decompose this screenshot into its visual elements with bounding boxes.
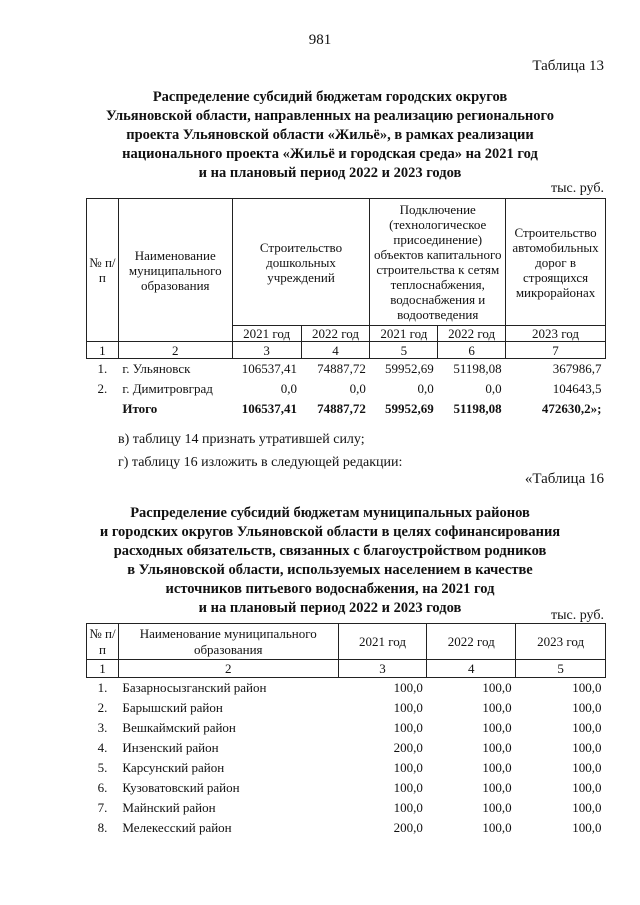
table-16-units: тыс. руб. — [551, 608, 604, 623]
header-year: 2023 год — [516, 624, 606, 660]
table-13-units: тыс. руб. — [551, 181, 604, 196]
row-value: 100,0 — [393, 779, 423, 795]
row-value: 0,0 — [280, 381, 298, 396]
paragraph-v: в) таблицу 14 признать утратившей силу; — [118, 432, 365, 447]
header-utilities: Подключение (технологическое присоединение) объектов капитального строительства к сетям теплоснабжения, водоснабжения и водоотведения — [370, 199, 506, 326]
row-name: Майнский район — [122, 799, 216, 815]
table-13-label: Таблица 13 — [532, 58, 604, 74]
row-value: 100,0 — [482, 799, 512, 815]
row-name: г. Димитровград — [122, 381, 213, 396]
row-name: Инзенский район — [122, 739, 219, 755]
row-value: 59952,69 — [385, 361, 434, 377]
header-roads: Строительство автомобильных дорог в строящихся микрорайонах — [506, 199, 606, 326]
table-13 — [86, 198, 606, 419]
table-row — [87, 379, 606, 399]
row-value: 100,0 — [393, 719, 423, 735]
title-line: Распределение субсидий бюджетам городских округов — [152, 89, 508, 105]
row-value: 0,0 — [349, 381, 366, 396]
row-value: 100,0 — [572, 699, 602, 715]
row-name: Мелекесский район — [122, 819, 232, 835]
col-number: 6 — [438, 342, 506, 359]
row-value: 100,0 — [572, 799, 602, 815]
total-row — [87, 399, 606, 419]
title-line: Распределение субсидий бюджетам муниципальных районов — [130, 505, 530, 521]
table-row — [87, 818, 606, 838]
row-value: 200,0 — [393, 819, 423, 835]
col-number: 1 — [87, 660, 119, 678]
title-line: и городских округов Ульяновской области в целях софинансирования — [99, 524, 561, 540]
row-name: Вешкаймский район — [122, 719, 236, 735]
table-row — [87, 778, 606, 798]
row-num: 3. — [97, 719, 108, 735]
header-name: Наименование муниципального образования — [118, 199, 232, 342]
row-value: 100,0 — [572, 819, 602, 835]
row-value: 51198,08 — [453, 361, 502, 377]
total-value: 51198,08 — [453, 401, 502, 416]
row-value: 100,0 — [482, 739, 512, 755]
header-year: 2023 год — [506, 326, 606, 342]
title-line: проекта Ульяновской области «Жильё», в рамках реализации — [126, 127, 534, 143]
total-value: 472630,2»; — [541, 401, 602, 416]
row-num: 8. — [97, 819, 108, 835]
col-number: 5 — [370, 342, 438, 359]
row-value: 100,0 — [393, 799, 423, 815]
page-number: 981 — [308, 32, 332, 48]
row-num: 4. — [97, 739, 108, 755]
row-num: 1. — [97, 679, 108, 695]
title-line: и на плановый период 2022 и 2023 годов — [198, 600, 462, 616]
total-value: 74887,72 — [317, 401, 366, 416]
col-number: 2 — [118, 342, 232, 359]
row-value: 74887,72 — [317, 361, 366, 377]
paragraph-g: г) таблицу 16 изложить в следующей редакции: — [118, 455, 403, 470]
total-name: Итого — [122, 401, 158, 416]
col-number: 7 — [506, 342, 606, 359]
table-16 — [86, 623, 606, 838]
header-year: 2021 год — [232, 326, 301, 342]
title-line: источников питьевого водоснабжения, на 2021 год — [165, 581, 495, 597]
col-number: 1 — [87, 342, 119, 359]
row-value: 100,0 — [482, 759, 512, 775]
table-row — [87, 738, 606, 758]
row-value: 200,0 — [393, 739, 423, 755]
header-num: № п/п — [87, 624, 119, 660]
table-row — [87, 678, 606, 698]
row-value: 0,0 — [485, 381, 502, 396]
table-row — [87, 758, 606, 778]
row-value: 100,0 — [482, 719, 512, 735]
title-line: расходных обязательств, связанных с благоустройством родников — [113, 543, 547, 559]
row-num: 7. — [97, 799, 108, 815]
row-name: Карсунский район — [122, 759, 225, 775]
row-value: 100,0 — [482, 779, 512, 795]
row-value: 100,0 — [482, 819, 512, 835]
row-name: Кузоватовский район — [122, 779, 240, 795]
header-row — [87, 199, 606, 326]
header-year: 2022 год — [301, 326, 370, 342]
row-value: 100,0 — [393, 759, 423, 775]
title-line: в Ульяновской области, используемых населением в качестве — [127, 562, 533, 578]
title-line: и на плановый период 2022 и 2023 годов — [198, 165, 462, 181]
column-numbers-row — [87, 342, 606, 359]
table-13-title — [60, 88, 600, 183]
header-year: 2022 год — [438, 326, 506, 342]
header-num: № п/п — [87, 199, 119, 342]
total-value: 106537,41 — [241, 401, 298, 416]
row-num: 5. — [97, 759, 108, 775]
row-value: 100,0 — [482, 679, 512, 695]
col-number: 5 — [516, 660, 606, 678]
row-name: Базарносызганский район — [122, 679, 267, 695]
row-value: 100,0 — [482, 699, 512, 715]
header-year: 2022 год — [427, 624, 516, 660]
table-row — [87, 718, 606, 738]
row-num: 2. — [97, 381, 108, 396]
row-num: 6. — [97, 779, 108, 795]
header-kindergartens: Строительство дошкольных учреждений — [232, 199, 370, 326]
row-value: 100,0 — [572, 679, 602, 695]
table-16-title — [60, 504, 600, 618]
row-value: 104643,5 — [552, 381, 602, 396]
title-line: национального проекта «Жильё и городская среда» на 2021 год — [122, 146, 538, 162]
row-name: Барышский район — [122, 699, 223, 715]
row-value: 100,0 — [572, 719, 602, 735]
row-value: 106537,41 — [241, 361, 298, 377]
column-numbers-row — [87, 660, 606, 678]
header-name: Наименование муниципального образования — [118, 624, 338, 660]
total-value: 59952,69 — [385, 401, 434, 416]
row-value: 100,0 — [572, 739, 602, 755]
row-value: 0,0 — [417, 381, 434, 396]
total-num — [87, 399, 119, 419]
row-num: 2. — [97, 699, 108, 715]
table-row — [87, 698, 606, 718]
row-name: г. Ульяновск — [122, 361, 191, 377]
row-value: 367986,7 — [552, 361, 602, 377]
table-16-label: «Таблица 16 — [524, 471, 604, 487]
col-number: 3 — [338, 660, 427, 678]
title-line: Ульяновской области, направленных на реализацию регионального — [105, 108, 554, 124]
col-number: 4 — [427, 660, 516, 678]
col-number: 2 — [118, 660, 338, 678]
row-num: 1. — [97, 361, 108, 377]
row-value: 100,0 — [393, 679, 423, 695]
header-year: 2021 год — [370, 326, 438, 342]
col-number: 4 — [301, 342, 370, 359]
row-value: 100,0 — [572, 759, 602, 775]
header-year: 2021 год — [338, 624, 427, 660]
header-row — [87, 624, 606, 660]
table-row — [87, 359, 606, 379]
col-number: 3 — [232, 342, 301, 359]
row-value: 100,0 — [393, 699, 423, 715]
table-row — [87, 798, 606, 818]
row-value: 100,0 — [572, 779, 602, 795]
